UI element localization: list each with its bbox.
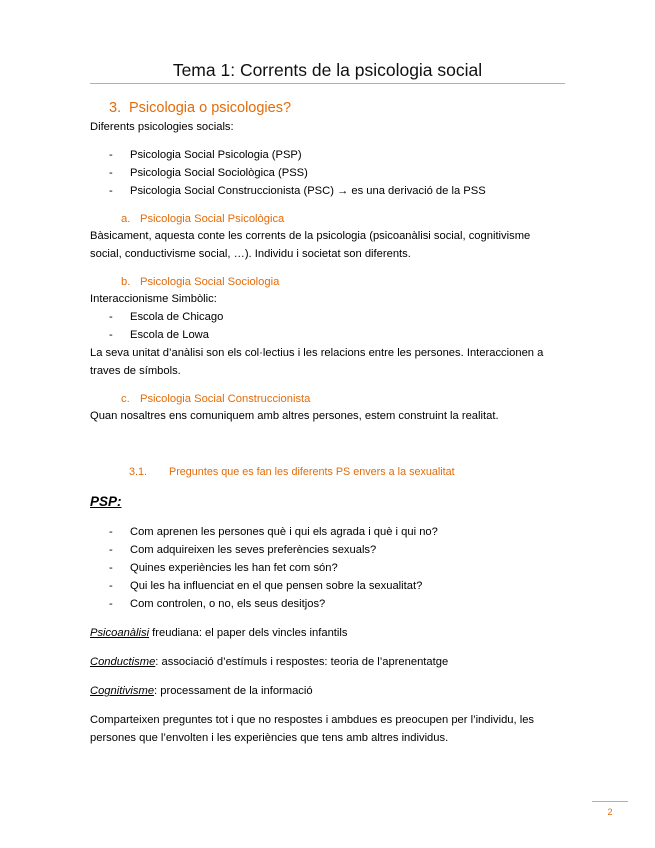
list-item: - Com adquireixen les seves preferències sexuals? [109, 544, 377, 556]
page-number: 2 [607, 807, 613, 817]
cognitivisme-line: Cognitivisme: processament de la informació [90, 685, 313, 697]
paragraph-line: Quan nosaltres ens comuniquem amb altres persones, estem construint la realitat. [90, 410, 499, 422]
subsection-heading-c: c. Psicologia Social Construccionista [121, 393, 311, 405]
list-item: - Psicologia Social Construccionista (PSC) → es una derivació de la PSS [109, 185, 486, 197]
subsection-heading-a: a. Psicologia Social Psicològica [121, 213, 285, 225]
section-heading [109, 98, 291, 118]
list-item: - Escola de Chicago [109, 311, 224, 323]
subsection-heading-b: b. Psicologia Social Sociologia [121, 276, 280, 288]
footer-divider [592, 801, 628, 802]
list-item: - Com controlen, o no, els seus desitjos? [109, 598, 326, 610]
subsection-heading-3-1: 3.1. Preguntes que es fan les diferents PS envers a la sexualitat [129, 466, 455, 478]
section-intro: Diferents psicologies socials: [90, 121, 234, 133]
paragraph-line: social, conductivisme social, …). Individu i societat son diferents. [90, 248, 411, 260]
subsection-intro: Interaccionisme Simbòlic: [90, 293, 217, 305]
section-number: 3. [109, 100, 122, 116]
list-item: - Psicologia Social Psicologia (PSP) [109, 149, 302, 161]
psp-label: PSP: [90, 494, 122, 509]
list-item: - Com aprenen les persones què i qui els agrada i què i qui no? [109, 526, 438, 538]
section-title: Psicologia o psicologies? [129, 100, 292, 116]
list-item: - Psicologia Social Sociològica (PSS) [109, 167, 308, 179]
paragraph-line: traves de símbols. [90, 365, 181, 377]
psicoanalisi-line: Psicoanàlisi freudiana: el paper dels vincles infantils [90, 627, 348, 639]
list-item: - Escola de Lowa [109, 329, 209, 341]
conductisme-line: Conductisme: associació d’estímuls i respostes: teoria de l’aprenentatge [90, 656, 449, 668]
header-divider [90, 83, 565, 84]
paragraph-line: La seva unitat d’anàlisi son els col·lectius i les relacions entre les persones. Interaccionen a [90, 347, 544, 359]
paragraph-line: Comparteixen preguntes tot i que no respostes i ambdues es preocupen per l’individu, les [90, 714, 535, 726]
paragraph-line: Bàsicament, aquesta conte les corrents de la psicologia (psicoanàlisi social, cognitivisme [90, 230, 531, 242]
page-header-title: Tema 1: Corrents de la psicologia social [172, 60, 483, 80]
paragraph-line: persones que l’envolten i les experiències que tens amb altres individus. [90, 732, 449, 744]
list-item: - Quines experiències les han fet com són? [109, 562, 338, 574]
list-item: - Qui les ha influenciat en el que pensen sobre la sexualitat? [109, 580, 423, 592]
